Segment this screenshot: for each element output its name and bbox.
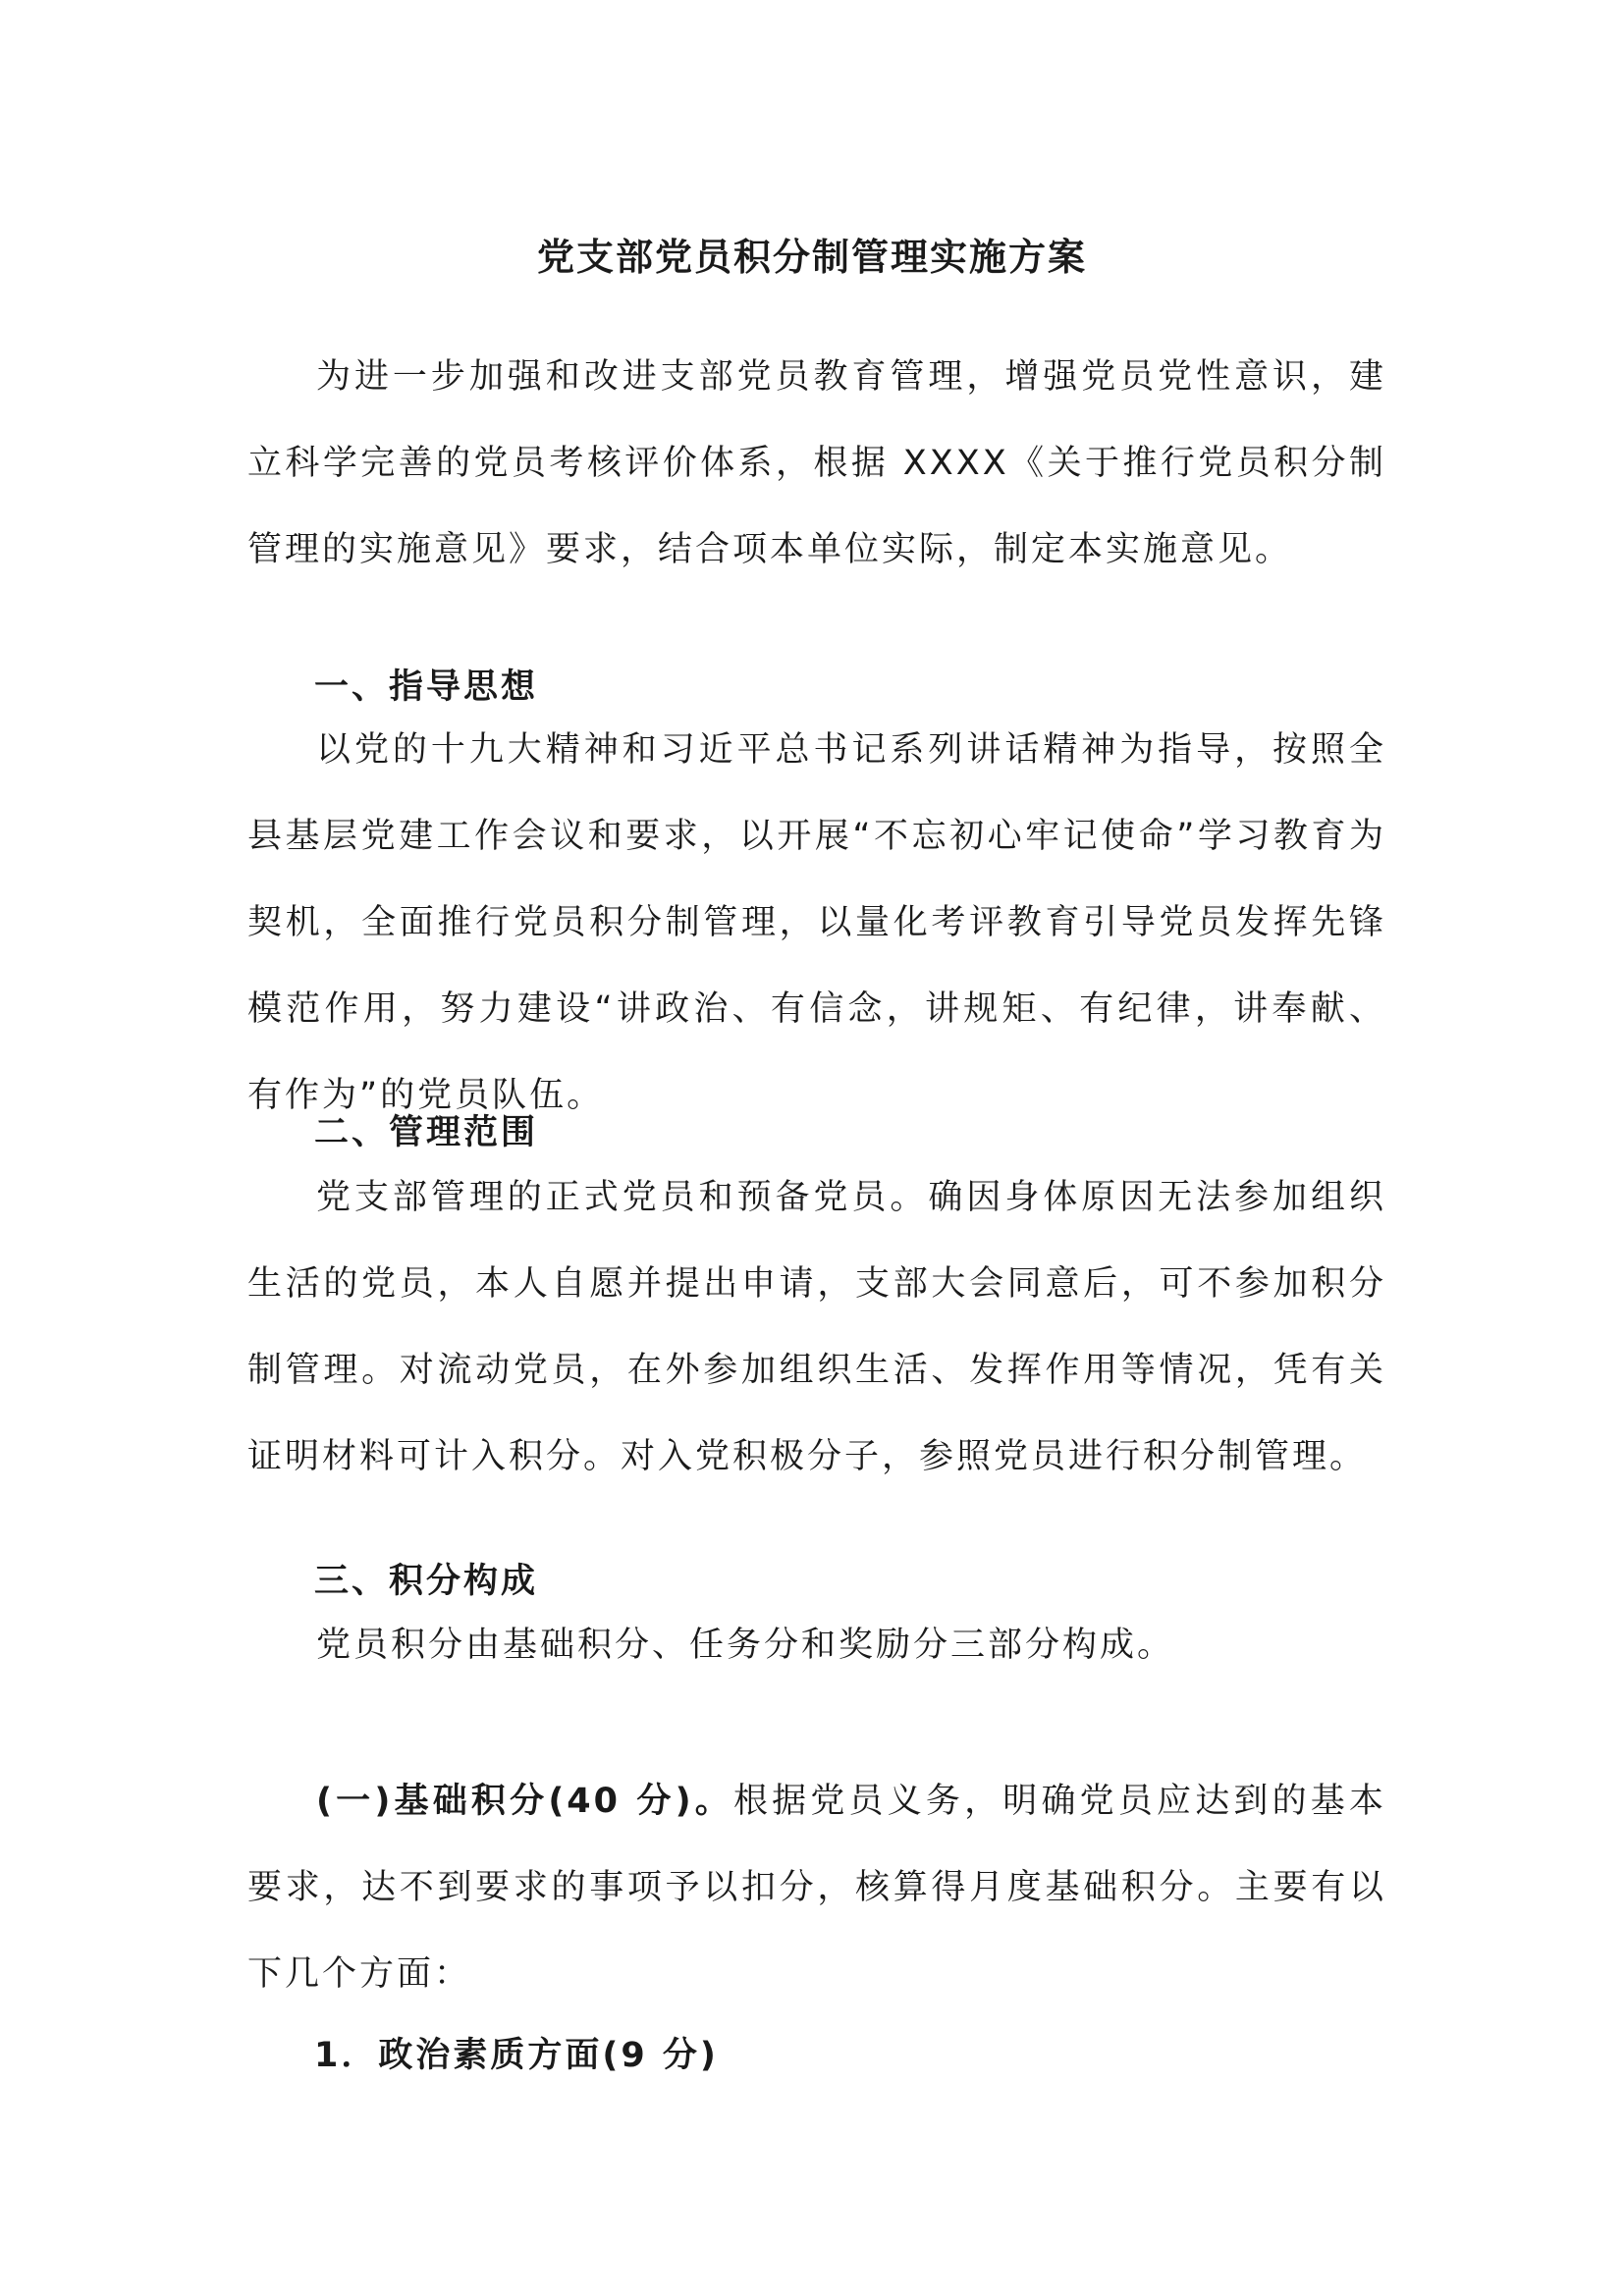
subsection-basic-points-label: (一)基础积分(40 分)。: [316, 1782, 733, 1821]
section-heading-points-composition: 三、积分构成: [314, 1562, 539, 1601]
subsection-basic-points-text: 根据党员义务，明确党员应达到的基本要求，达不到要求的事项予以扣分，核算得月度基础积分。主要有以下几个方面：: [247, 1782, 1386, 1994]
section-heading-management-scope: 二、管理范围: [314, 1113, 539, 1152]
item-political-quality: 1．政治素质方面(9 分): [314, 2036, 719, 2075]
section-paragraph-guiding-ideology: 以党的十九大精神和习近平总书记系列讲话精神为指导，按照全县基层党建工作会议和要求，以开展“不忘初心牢记使命”学习教育为契机，全面推行党员积分制管理，以量化考评教育引导党员发挥先锋模范作用，努力建设“讲政治、有信念，讲规矩、有纪律，讲奉献、有作为”的党员队伍。: [247, 730, 1386, 1115]
intro-paragraph: 为进一步加强和改进支部党员教育管理，增强党员党性意识，建立科学完善的党员考核评价体系，根据 XXXX《关于推行党员积分制管理的实施意见》要求，结合项本单位实际，制定本实施意见。: [247, 357, 1386, 569]
section-heading-guiding-ideology: 一、指导思想: [314, 667, 539, 707]
document-title: 党支部党员积分制管理实施方案: [536, 236, 1087, 279]
section-paragraph-points-composition: 党员积分由基础积分、任务分和奖励分三部分构成。: [316, 1626, 1175, 1665]
subsection-basic-points: [247, 1758, 1386, 2017]
section-paragraph-management-scope: 党支部管理的正式党员和预备党员。确因身体原因无法参加组织生活的党员，本人自愿并提出申请，支部大会同意后，可不参加积分制管理。对流动党员，在外参加组织生活、发挥作用等情况，凭有关证明材料可计入积分。对入党积极分子，参照党员进行积分制管理。: [247, 1178, 1386, 1476]
